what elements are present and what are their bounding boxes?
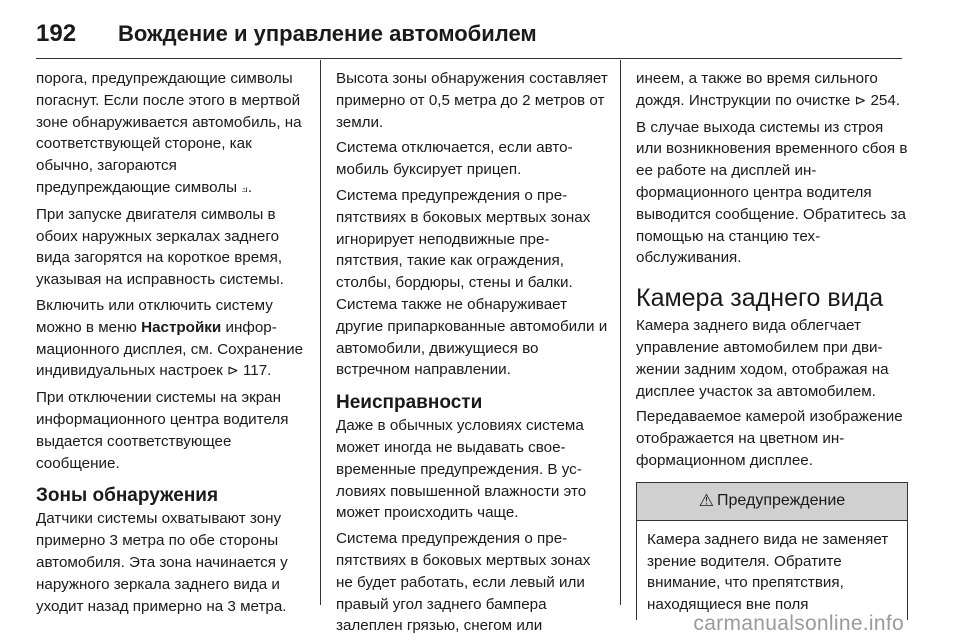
section-heading-faults: Неисправности — [336, 392, 483, 414]
paragraph: При запуске двигателя символы в обоих наружных зеркалах заднего вида загорятся на короткое время, указывая на исправность системы. — [36, 205, 284, 289]
chapter-title: Вождение и управление автомобилем — [118, 21, 537, 46]
warning-triangle-icon: ⚠ — [698, 491, 715, 512]
paragraph: Даже в обычных условиях система может иногда не выдавать своевременные предупреждения. В условиях повышенной влажности это может происходить чаще. — [336, 417, 587, 522]
paragraph: Включить или отключить систему можно в меню Настройки информационного дисплея, см. Сохранение индивидуальных настроек ⊳ 117. — [36, 296, 304, 380]
paragraph: При отключении системы на экран информационного центра водителя выдается соответствующее сообщение. — [36, 389, 289, 472]
paragraph: Система отключается, если автомобиль буксирует прицеп. — [336, 139, 573, 179]
paragraph: инеем, а также во время сильного дождя. Инструкции по очистке ⊳ 254. — [636, 70, 901, 109]
blind-spot-symbol-icon: ⟓ — [241, 179, 248, 196]
page-reference[interactable]: 117. — [238, 362, 272, 380]
paragraph: Система предупреждения о препятствиях в боковых мертвых зонах не будет работать, если левый или правый угол заднего бампера залеплен грязью, снегом или — [336, 530, 591, 635]
settings-menu-term: Настройки — [141, 318, 222, 336]
paragraph: В случае выхода системы из строя или возникновения временного сбоя в ее работе на дисплей информационного центра водителя выводится сообщение. Обратитесь за помощью на станцию техобслуживания. — [636, 118, 908, 267]
warning-title: Предупреждение — [717, 492, 846, 510]
watermark: carmanualsonline.info — [693, 612, 904, 635]
page-header — [36, 14, 537, 54]
column-2 — [336, 68, 608, 641]
warning-body — [637, 521, 907, 616]
column-3 — [636, 68, 908, 620]
column-divider-1 — [320, 60, 321, 605]
warning-header — [637, 483, 907, 521]
header-rule — [36, 58, 902, 59]
section-heading-zones: Зоны обнаружения — [36, 485, 219, 507]
column-divider-2 — [620, 60, 621, 605]
paragraph: Датчики системы охватывают зону примерно 3 метра по обе стороны автомобиля. Эта зона начинается у наружного зеркала заднего вида и уходит назад примерно на 3 метра. — [36, 510, 288, 615]
page-reference-icon: ⊳ — [226, 363, 239, 380]
section-heading-camera: Камера заднего вида — [636, 284, 884, 313]
column-1 — [36, 68, 308, 621]
warning-text: Камера заднего вида не заменяет зрение водителя. Обратите внимание, что препятствия, находящиеся вне поля — [647, 530, 889, 614]
paragraph: Камера заднего вида облегчает управление автомобилем при движении задним ходом, отображая на дисплее участок за автомобилем. — [636, 317, 889, 400]
page-reference[interactable]: 254. — [866, 91, 901, 109]
paragraph: Система предупреждения о препятствиях в боковых мертвых зонах игнорирует неподвижные препятствия, такие как ограждения, столбы, бордюры, стены и балки. Система также не обнаруживает другие припаркованные автомобили и автомобили, движущиеся во встречном направлении. — [336, 186, 608, 379]
warning-box — [636, 482, 908, 620]
page-number: 192 — [36, 20, 77, 47]
paragraph: Передаваемое камерой изображение отображается на цветном информационном дисплее. — [636, 408, 903, 469]
paragraph: порога, предупреждающие символы погаснут. Если после этого в мертвой зоне обнаруживается автомобиль, на соответствующей стороне, как обычно, загораются предупреждающие символы ⟓. — [36, 70, 302, 196]
paragraph: Высота зоны обнаружения составляет примерно от 0,5 метра до 2 метров от земли. — [336, 70, 608, 131]
page-reference-icon: ⊳ — [854, 92, 867, 109]
